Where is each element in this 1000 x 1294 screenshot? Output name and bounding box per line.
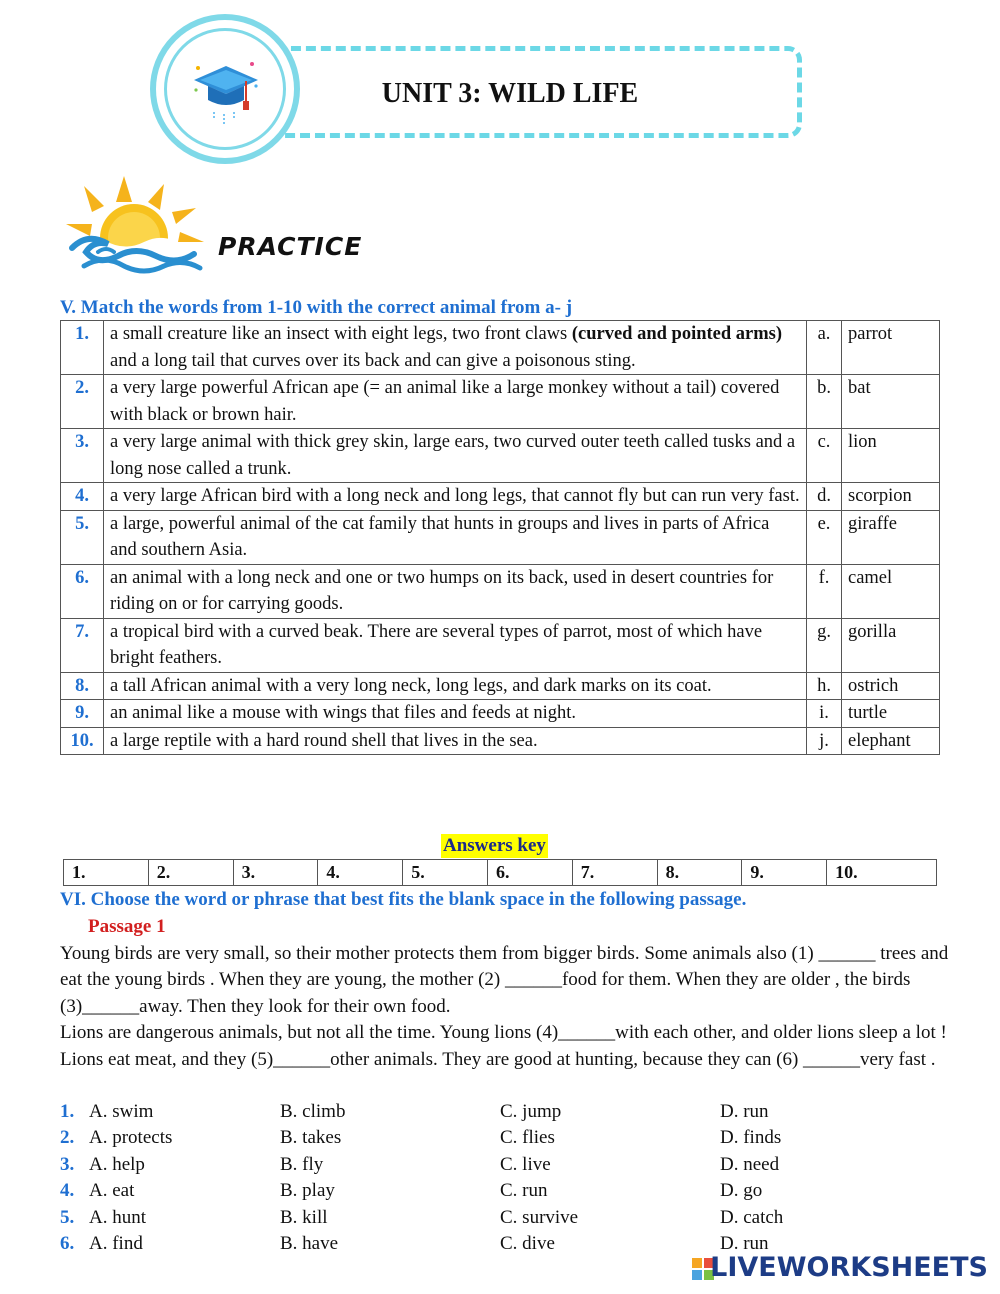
- question-number: 4.: [60, 1180, 75, 1202]
- answer-cell[interactable]: 1.: [64, 860, 149, 886]
- answer-cell[interactable]: 7.: [572, 860, 657, 886]
- row-letter: d.: [807, 483, 842, 511]
- question-number: 2.: [60, 1127, 75, 1149]
- match-table: [60, 320, 940, 755]
- row-animal: camel: [842, 564, 940, 618]
- row-letter: b.: [807, 375, 842, 429]
- row-description: a large reptile with a hard round shell that lives in the sea.: [110, 730, 538, 751]
- option-b[interactable]: B. fly: [280, 1153, 324, 1175]
- row-letter: a.: [807, 321, 842, 375]
- option-d[interactable]: D. go: [720, 1180, 763, 1202]
- row-letter: j.: [807, 727, 842, 755]
- answer-cell[interactable]: 10.: [827, 860, 937, 886]
- option-c[interactable]: C. jump: [500, 1101, 562, 1122]
- unit-title: UNIT 3: WILD LIFE: [381, 78, 639, 109]
- passage-label: Passage 1: [88, 916, 166, 937]
- row-number: 10.: [61, 727, 104, 755]
- option-d[interactable]: D. catch: [720, 1206, 784, 1228]
- row-animal: lion: [842, 429, 940, 483]
- match-row: [61, 700, 940, 728]
- row-definition: [104, 375, 807, 429]
- row-description-end: and a long tail that curves over its back and can give a poisonous sting.: [110, 350, 636, 371]
- question-row: [60, 1178, 940, 1204]
- row-animal: giraffe: [842, 510, 940, 564]
- question-number: 6.: [60, 1233, 75, 1254]
- row-definition: [104, 700, 807, 728]
- row-animal: ostrich: [842, 672, 940, 700]
- row-animal: bat: [842, 375, 940, 429]
- row-animal: elephant: [842, 727, 940, 755]
- row-number: 6.: [61, 564, 104, 618]
- match-row: [61, 321, 940, 375]
- row-description: a tall African animal with a very long neck, long legs, and dark marks on its coat.: [110, 675, 712, 696]
- match-row: [61, 618, 940, 672]
- option-b[interactable]: B. takes: [280, 1127, 342, 1149]
- question-row: [60, 1099, 940, 1125]
- match-row: [61, 564, 940, 618]
- section6-heading: VI. Choose the word or phrase that best fits the blank space in the following passage.: [60, 889, 747, 910]
- match-row: [61, 375, 940, 429]
- row-letter: c.: [807, 429, 842, 483]
- row-number: 2.: [61, 375, 104, 429]
- row-animal: turtle: [842, 700, 940, 728]
- row-letter: g.: [807, 618, 842, 672]
- option-d[interactable]: D. run: [720, 1233, 769, 1254]
- option-b[interactable]: B. play: [280, 1180, 335, 1202]
- option-b[interactable]: B. climb: [280, 1101, 346, 1122]
- row-animal: scorpion: [842, 483, 940, 511]
- answer-cell[interactable]: 6.: [487, 860, 572, 886]
- row-number: 5.: [61, 510, 104, 564]
- match-row: [61, 510, 940, 564]
- row-definition: [104, 618, 807, 672]
- sun-wave-icon: [64, 176, 210, 280]
- question-number: 5.: [60, 1206, 75, 1228]
- answer-cell[interactable]: 5.: [403, 860, 488, 886]
- row-description: an animal like a mouse with wings that files and feeds at night.: [110, 703, 576, 723]
- row-letter: e.: [807, 510, 842, 564]
- match-row: [61, 483, 940, 511]
- option-c[interactable]: C. survive: [500, 1206, 579, 1228]
- row-description: an animal with a long neck and one or two humps on its back, used in desert countries for riding on or for carrying goods.: [110, 567, 774, 614]
- question-row: [60, 1125, 940, 1151]
- row-definition: [104, 564, 807, 618]
- question-row: [60, 1205, 940, 1231]
- liveworksheets-watermark: LIVEWORKSHEETS: [710, 1252, 988, 1283]
- row-letter: h.: [807, 672, 842, 700]
- passage-paragraph-1: Young birds are very small, so their mother protects them from bigger birds. Some animals also (1) ______ trees and eat the young birds . When they are young, the mother (2) ______food for them. When they are older , the birds (3)______away. Then they look for their own food.: [60, 943, 949, 1017]
- option-c[interactable]: C. dive: [500, 1233, 555, 1254]
- passage-paragraph-2: Lions are dangerous animals, but not all the time. Young lions (4)______with each other, and older lions sleep a lot ! Lions eat meat, and they (5)______other animals. They are good at hunting, because they can (6) ______very fast .: [60, 1022, 947, 1070]
- row-description-bold: (curved and pointed arms): [571, 324, 783, 344]
- row-animal: gorilla: [842, 618, 940, 672]
- question-row: [60, 1152, 940, 1178]
- row-number: 8.: [61, 672, 104, 700]
- answers-key-table: [63, 859, 937, 886]
- row-definition: [104, 429, 807, 483]
- passage-text: [60, 941, 950, 1073]
- answer-cell[interactable]: 4.: [318, 860, 403, 886]
- option-c[interactable]: C. flies: [500, 1127, 555, 1149]
- answer-cell[interactable]: 3.: [233, 860, 318, 886]
- option-a[interactable]: A. protects: [89, 1127, 173, 1149]
- option-b[interactable]: B. have: [280, 1233, 339, 1254]
- row-number: 7.: [61, 618, 104, 672]
- row-definition: [104, 672, 807, 700]
- row-number: 9.: [61, 700, 104, 728]
- row-letter: i.: [807, 700, 842, 728]
- question-number: 3.: [60, 1153, 75, 1175]
- row-description: a large, powerful animal of the cat family that hunts in groups and lives in parts of Africa and southern Asia.: [110, 513, 770, 560]
- match-row: [61, 429, 940, 483]
- option-d[interactable]: D. need: [720, 1153, 780, 1175]
- row-description: a very large animal with thick grey skin, large ears, two curved outer teeth called tusks and a long nose called a trunk.: [110, 432, 796, 479]
- row-letter: f.: [807, 564, 842, 618]
- row-description: a small creature like an insect with eight legs, two front claws: [110, 324, 572, 344]
- option-c[interactable]: C. run: [500, 1180, 548, 1202]
- practice-label: PRACTICE: [218, 232, 363, 261]
- option-d[interactable]: D. run: [720, 1101, 769, 1122]
- row-description: a tropical bird with a curved beak. There are several types of parrot, most of which have bright feathers.: [110, 621, 763, 668]
- option-b[interactable]: B. kill: [280, 1206, 328, 1228]
- answer-cell[interactable]: 9.: [742, 860, 827, 886]
- row-definition: [104, 321, 807, 375]
- match-row: [61, 672, 940, 700]
- option-a[interactable]: A. find: [89, 1233, 143, 1254]
- row-definition: [104, 510, 807, 564]
- question-number: 1.: [60, 1101, 75, 1122]
- option-a[interactable]: A. hunt: [89, 1206, 146, 1228]
- row-description: a very large African bird with a long neck and long legs, that cannot fly but can run very fast.: [110, 486, 800, 506]
- answer-cell[interactable]: 8.: [657, 860, 742, 886]
- option-d[interactable]: D. finds: [720, 1127, 782, 1149]
- row-definition: [104, 727, 807, 755]
- row-number: 1.: [61, 321, 104, 375]
- match-row: [61, 727, 940, 755]
- row-animal: parrot: [842, 321, 940, 375]
- answer-cell[interactable]: 2.: [148, 860, 233, 886]
- row-description: a very large powerful African ape (= an animal like a large monkey without a tail) covered with black or brown hair.: [110, 378, 780, 425]
- row-definition: [104, 483, 807, 511]
- answers-key-label: Answers key: [443, 835, 546, 856]
- option-c[interactable]: C. live: [500, 1153, 551, 1175]
- row-number: 3.: [61, 429, 104, 483]
- option-a[interactable]: A. swim: [89, 1101, 154, 1122]
- option-a[interactable]: A. help: [89, 1153, 145, 1175]
- row-number: 4.: [61, 483, 104, 511]
- section5-heading: V. Match the words from 1-10 with the correct animal from a- j: [60, 297, 573, 318]
- option-a[interactable]: A. eat: [89, 1180, 135, 1202]
- graduation-cap-icon: [190, 56, 262, 128]
